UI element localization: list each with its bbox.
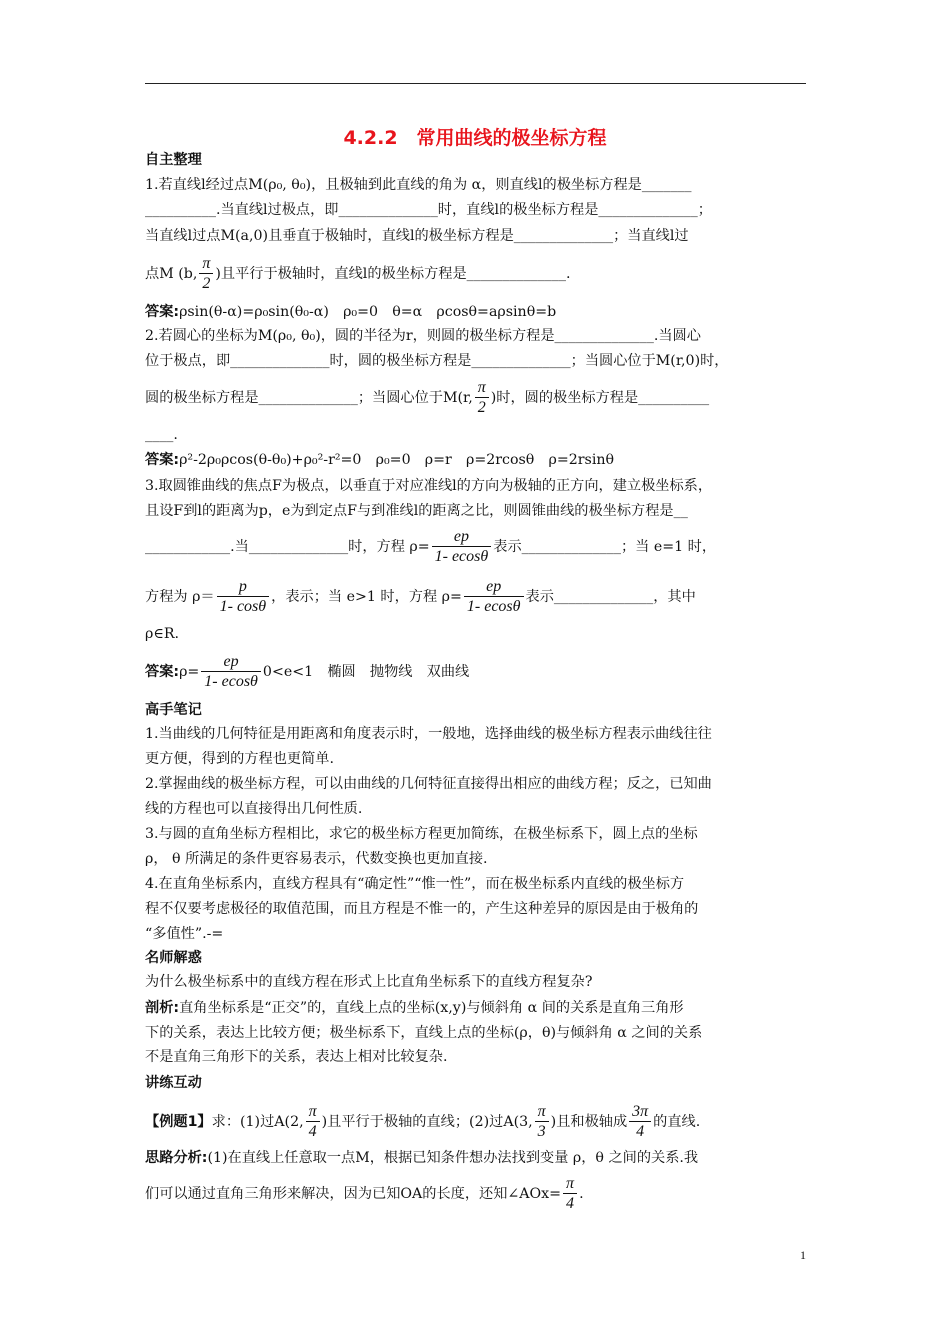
numerator: ep — [201, 652, 261, 672]
fraction-pi-over-4 — [306, 1102, 320, 1142]
text: . — [579, 1186, 584, 1202]
note-4-line-2: 程不仅要考虑极径的取值范围，而且方程是不惟一的，产生这种差异的原因是由于极角的 — [145, 901, 699, 917]
fraction-ep-over-1-ecos — [201, 652, 261, 692]
text: (1)在直线上任意取一点M，根据已知条件想办法找到变量 ρ，θ 之间的关系.我 — [207, 1150, 699, 1166]
numerator: ep — [464, 577, 524, 597]
question-3-line-5: ρ∈R. — [145, 626, 180, 642]
text: 点M (b, — [145, 266, 198, 282]
numerator: p — [217, 577, 270, 597]
answer-text: ρ²-2ρ₀ρcos(θ-θ₀)+ρ₀²-r²=0 ρ₀=0 ρ=r ρ=2rcosθ ρ=2rsinθ — [179, 452, 615, 468]
answer-text: 0<e<1 椭圆 抛物线 双曲线 — [262, 664, 470, 680]
denominator: 1- ecosθ — [204, 673, 258, 690]
numerator: π — [535, 1102, 549, 1122]
text: ，表示；当 e>1 时，方程 ρ= — [271, 589, 462, 605]
answer-2 — [145, 450, 813, 470]
fraction-pi-over-2 — [199, 254, 213, 294]
solution-line-1 — [145, 1148, 813, 1168]
denominator: 2 — [477, 399, 486, 416]
question-3-line-3 — [145, 525, 813, 569]
answer-1 — [145, 302, 813, 322]
question-3-line-4 — [145, 575, 813, 619]
note-2-line-2: 线的方程也可以直接得出几何性质. — [145, 801, 363, 817]
text: )时，圆的极坐标方程是__________ — [490, 390, 710, 406]
page-title: 4.2.2 常用曲线的极坐标方程 — [343, 127, 607, 149]
text: 圆的极坐标方程是______________；当圆心位于M(r, — [145, 390, 473, 406]
analysis-label: 剖析: — [145, 1000, 180, 1016]
analysis-line-1 — [145, 998, 813, 1018]
note-1-line-2: 更方便，得到的方程也更简单. — [145, 751, 334, 767]
denominator: 3 — [537, 1123, 546, 1140]
text: ρ= — [179, 664, 200, 680]
denominator: 4 — [308, 1123, 317, 1140]
note-2-line-1: 2.掌握曲线的极坐标方程，可以由曲线的几何特征直接得出相应的曲线方程；反之，已知曲 — [145, 776, 712, 792]
note-3-line-1: 3.与圆的直角坐标方程相比，求它的极坐标方程更加简练，在极坐标系下，圆上点的坐标 — [145, 826, 698, 842]
question-2-line-2: 位于极点，即______________时，圆的极坐标方程是______________；当圆心位于M(r,0)时， — [145, 353, 729, 369]
example-label: 【例题1】 — [145, 1114, 212, 1130]
question-2-line-4: ____. — [145, 427, 178, 443]
answer-label: 答案: — [145, 304, 180, 320]
text: 们可以通过直角三角形来解决，因为已知OA的长度，还知∠AOx= — [145, 1186, 562, 1202]
denominator: 4 — [636, 1123, 645, 1140]
answer-text: ρsin(θ-α)=ρ₀sin(θ₀-α) ρ₀=0 θ=α ρcosθ=aρsinθ=b — [179, 304, 557, 320]
text: )且平行于极轴时，直线l的极坐标方程是______________. — [215, 266, 571, 282]
text: 表示______________；当 e=1 时， — [493, 539, 717, 555]
note-4-line-1: 4.在直角坐标系内，直线方程具有“确定性”“惟一性”，而在极坐标系内直线的极坐标方 — [145, 876, 685, 892]
numerator: ep — [432, 527, 492, 547]
question-1-line-2: __________.当直线l过极点，即______________时，直线l的极坐标方程是______________； — [145, 202, 712, 218]
page-number: 1 — [800, 1248, 806, 1262]
analysis-line-3: 不是直角三角形下的关系，表达上相对比较复杂. — [145, 1049, 448, 1065]
example-1 — [145, 1100, 813, 1144]
denominator: 2 — [202, 275, 211, 292]
fraction-pi-over-3 — [535, 1102, 549, 1142]
note-3-line-2: ρ， θ 所满足的条件更容易表示，代数变换也更加直接. — [145, 851, 488, 867]
question-3-line-1: 3.取圆锥曲线的焦点F为极点，以垂直于对应准线l的方向为极轴的正方向，建立极坐标系， — [145, 478, 713, 494]
denominator: 1- ecosθ — [434, 548, 489, 565]
section-heading-expert-notes: 高手笔记 — [145, 702, 202, 718]
solution-label: 思路分析: — [145, 1150, 208, 1166]
fraction-3pi-over-4 — [629, 1102, 651, 1142]
denominator: 1- cosθ — [219, 598, 267, 615]
question-1-line-4 — [145, 254, 813, 294]
fraction-ep-over-1-ecos — [432, 527, 492, 567]
note-4-line-3: “多值性”.-= — [145, 926, 224, 942]
question-2-line-1: 2.若圆心的坐标为M(ρ₀, θ₀)，圆的半径为r，则圆的极坐标方程是______________.当圆心 — [145, 328, 701, 344]
numerator: π — [475, 378, 489, 398]
text: )且平行于极轴的直线；(2)过A(3, — [321, 1114, 533, 1130]
text: )且和极轴成 — [550, 1114, 628, 1130]
denominator: 4 — [566, 1195, 575, 1212]
question-3-line-2: 且设F到l的距离为p，e为到定点F与到准线l的距离之比，则圆锥曲线的极坐标方程是__ — [145, 503, 688, 519]
section-heading-teacher-explains: 名师解惑 — [145, 950, 202, 966]
answer-label: 答案: — [145, 452, 180, 468]
text: 直角坐标系是“正交”的，直线上点的坐标(x,y)与倾斜角 α 间的关系是直角三角形 — [179, 1000, 684, 1016]
question-2-line-3 — [145, 378, 813, 418]
numerator: 3π — [629, 1102, 651, 1122]
question-text: 为什么极坐标系中的直线方程在形式上比直角坐标系下的直线方程复杂? — [145, 974, 593, 990]
answer-label: 答案: — [145, 664, 180, 680]
numerator: π — [563, 1174, 577, 1194]
fraction-ep-over-1-ecos — [464, 577, 524, 617]
analysis-line-2: 下的关系，表达上比较方便；极坐标系下，直线上点的坐标(ρ，θ)与倾斜角 α 之间的关系 — [145, 1025, 703, 1041]
question-1-line-3: 当直线l过点M(a,0)且垂直于极轴时，直线l的极坐标方程是______________；当直线l过 — [145, 228, 689, 244]
fraction-pi-over-2 — [475, 378, 489, 418]
fraction-pi-over-4 — [563, 1174, 577, 1214]
numerator: π — [306, 1102, 320, 1122]
text: 的直线. — [653, 1114, 701, 1130]
numerator: π — [199, 254, 213, 274]
fraction-p-over-1-cos — [217, 577, 270, 617]
answer-3 — [145, 650, 813, 694]
denominator: 1- ecosθ — [466, 598, 521, 615]
text: ____________.当______________时，方程 ρ= — [145, 539, 430, 555]
header-rule — [145, 83, 806, 84]
solution-line-2 — [145, 1172, 813, 1216]
text: 方程为 ρ＝ — [145, 589, 215, 605]
section-heading-practice: 讲练互动 — [145, 1075, 202, 1091]
section-heading-self-study: 自主整理 — [145, 152, 202, 168]
text: 求：(1)过A(2, — [211, 1114, 304, 1130]
text: 表示______________，其中 — [525, 589, 696, 605]
note-1-line-1: 1.当曲线的几何特征是用距离和角度表示时，一般地，选择曲线的极坐标方程表示曲线往往 — [145, 726, 712, 742]
question-1-line-1: 1.若直线l经过点M(ρ₀, θ₀)，且极轴到此直线的角为 α，则直线l的极坐标方程是_______ — [145, 177, 692, 193]
